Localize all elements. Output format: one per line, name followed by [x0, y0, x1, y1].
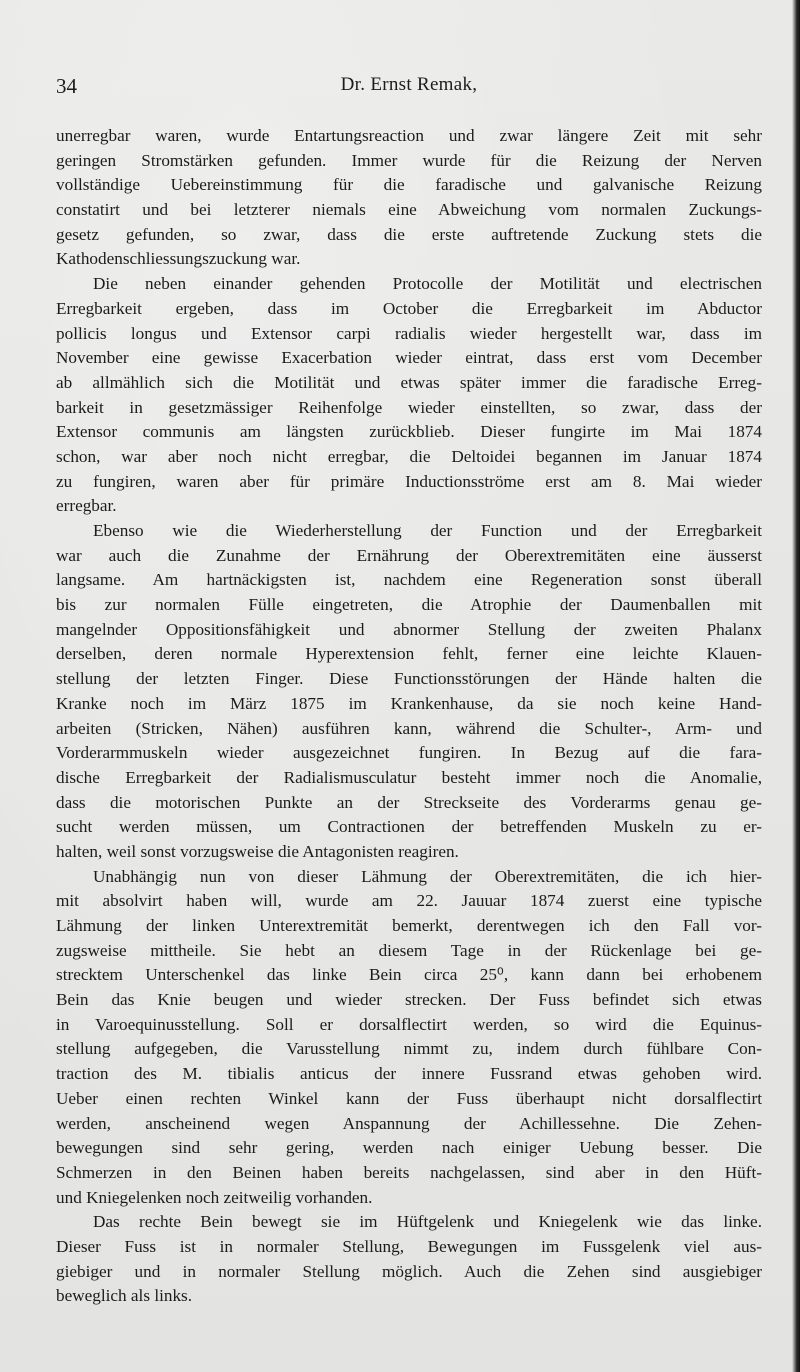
- text-line: zu fungiren, waren aber für primäre Inductionsströme erst am 8. Mai wieder: [56, 471, 762, 491]
- text-line: constatirt und bei letzterer niemals eine Abweichung vom normalen Zuckungs-: [56, 200, 762, 220]
- text-line: Lähmung der linken Unterextremität bemerkt, derentwegen ich den Fall vor-: [56, 916, 762, 935]
- text-line: Extensor communis am längsten zurückblieb. Dieser fungirte im Mai 1874: [56, 422, 762, 442]
- text-line: giebiger und in normaler Stellung möglich. Auch die Zehen sind ausgiebiger: [56, 1261, 762, 1281]
- text-line: Dieser Fuss ist in normaler Stellung, Bewegungen im Fussgelenk viel aus-: [56, 1236, 762, 1256]
- paragraph-first-line: Das rechte Bein bewegt sie im Hüftgelenk und Kniegelenk wie das linke.: [93, 1212, 762, 1232]
- text-line: zugsweise mittheile. Sie hebt an diesem Tage in der Rückenlage bei ge-: [56, 940, 762, 960]
- text-line: Bein das Knie beugen und wieder strecken. Der Fuss befindet sich etwas: [56, 990, 762, 1010]
- text-line: sucht werden müssen, um Contractionen der betreffenden Muskeln zu er-: [56, 817, 762, 837]
- text-line: dass die motorischen Punkte an der Streckseite des Vorderarms genau ge-: [56, 792, 762, 812]
- text-line: langsame. Am hartnäckigsten ist, nachdem eine Regeneration sonst überall: [56, 570, 762, 590]
- text-line: traction des M. tibialis anticus der innere Fussrand etwas gehoben wird.: [56, 1064, 762, 1084]
- text-line: und Kniegelenken noch zeitweilig vorhanden.: [56, 1187, 373, 1207]
- text-line: erregbar.: [56, 496, 117, 516]
- body-text: [56, 124, 762, 1309]
- text-line: geringen Stromstärken gefunden. Immer wurde für die Reizung der Nerven: [56, 150, 762, 170]
- text-line: barkeit in gesetzmässiger Reihenfolge wieder einstellten, so zwar, dass der: [56, 397, 762, 417]
- paragraph-first-line: Unabhängig nun von dieser Lähmung der Oberextremitäten, die ich hier-: [93, 866, 762, 886]
- text-line: bis zur normalen Fülle eingetreten, die Atrophie der Daumenballen mit: [56, 595, 762, 615]
- text-line: arbeiten (Stricken, Nähen) ausführen kann, während die Schulter-, Arm- und: [56, 718, 762, 738]
- text-line: pollicis longus und Extensor carpi radialis wieder hergestellt war, dass im: [56, 323, 762, 343]
- text-line: mit absolvirt haben will, wurde am 22. Jauuar 1874 zuerst eine typische: [56, 891, 762, 911]
- text-line: November eine gewisse Exacerbation wieder eintrat, dass erst vom December: [56, 348, 762, 368]
- text-line: werden, anscheinend wegen Anspannung der Achillessehne. Die Zehen-: [56, 1113, 762, 1133]
- text-line: beweglich als links.: [56, 1286, 193, 1306]
- text-line: halten, weil sonst vorzugsweise die Antagonisten reagiren.: [56, 841, 459, 861]
- text-line: stellung aufgegeben, die Varusstellung nimmt zu, indem durch fühlbare Con-: [56, 1039, 762, 1059]
- text-line: bewegungen sind sehr gering, werden nach einiger Uebung besser. Die: [56, 1138, 762, 1158]
- text-line: gesetz gefunden, so zwar, dass die erste auftretende Zuckung stets die: [56, 224, 762, 244]
- text-line: Vorderarmmuskeln wieder ausgezeichnet fungiren. In Bezug auf die fara-: [56, 743, 762, 763]
- text-line: in Varoequinusstellung. Soll er dorsalflectirt werden, so wird die Equinus-: [56, 1014, 762, 1034]
- text-line: derselben, deren normale Hyperextension fehlt, ferner eine leichte Klauen-: [56, 644, 762, 664]
- text-line: ab allmählich sich die Motilität und etwas später immer die faradische Erreg-: [56, 372, 762, 392]
- running-head: Dr. Ernst Remak,: [340, 74, 478, 95]
- paragraph-first-line: Die neben einander gehenden Protocolle der Motilität und electrischen: [93, 274, 762, 294]
- text-line: Kranke noch im März 1875 im Krankenhause, da sie noch keine Hand-: [56, 693, 762, 713]
- paragraph-first-line: Ebenso wie die Wiederherstellung der Function und der Erregbarkeit: [93, 521, 762, 540]
- text-line: Schmerzen in den Beinen haben bereits nachgelassen, sind aber in den Hüft-: [56, 1162, 762, 1182]
- text-line: mangelnder Oppositionsfähigkeit und abnormer Stellung der zweiten Phalanx: [56, 619, 762, 639]
- text-line: war auch die Zunahme der Ernährung der Oberextremitäten eine äusserst: [56, 545, 762, 565]
- text-line: strecktem Unterschenkel das linke Bein circa 25⁰, kann dann bei erhobenem: [56, 965, 762, 985]
- text-line: vollständige Uebereinstimmung für die faradische und galvanische Reizung: [56, 175, 762, 195]
- page-number: 34: [56, 74, 77, 98]
- page-header: [56, 74, 762, 104]
- page-edge-shadow: [792, 0, 800, 1372]
- text-line: schon, war aber noch nicht erregbar, die Deltoidei begannen im Januar 1874: [56, 446, 762, 466]
- text-line: Ueber einen rechten Winkel kann der Fuss überhaupt nicht dorsalflectirt: [56, 1088, 762, 1108]
- text-line: Kathodenschliessungszuckung war.: [56, 249, 301, 269]
- text-line: dische Erregbarkeit der Radialismusculatur besteht immer noch die Anomalie,: [56, 767, 762, 787]
- text-line: stellung der letzten Finger. Diese Functionsstörungen der Hände halten die: [56, 669, 762, 689]
- text-line: Erregbarkeit ergeben, dass im October die Erregbarkeit im Abductor: [56, 298, 762, 318]
- text-line: unerregbar waren, wurde Entartungsreaction und zwar längere Zeit mit sehr: [56, 126, 762, 145]
